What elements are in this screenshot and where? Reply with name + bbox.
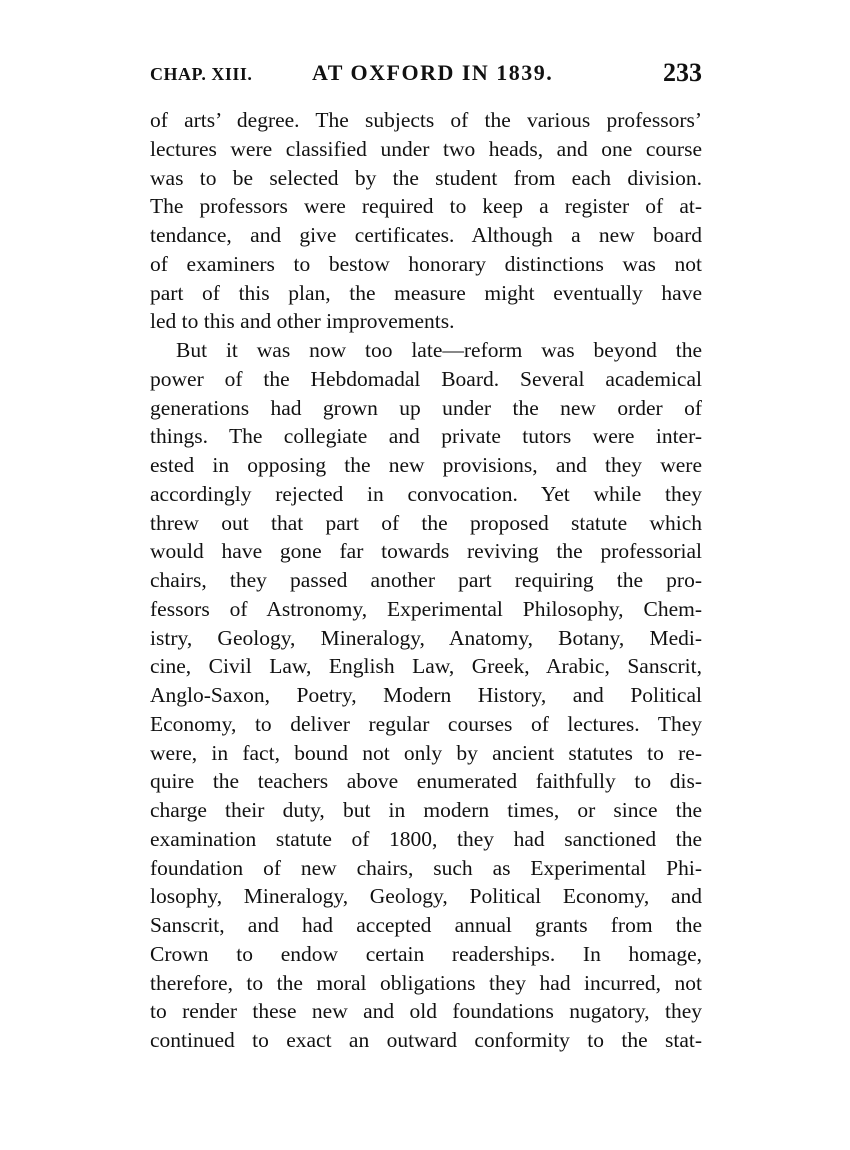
text-line: cine, Civil Law, English Law, Greek, Arabic, Sanscrit, [150, 654, 702, 679]
text-line: accordingly rejected in convocation. Yet while they [150, 481, 702, 506]
text-line: foundation of new chairs, such as Experimental Phi- [150, 855, 702, 880]
text-line: The professors were required to keep a register of at- [150, 194, 702, 219]
running-title: AT OXFORD IN 1839. [312, 60, 554, 85]
body-text [150, 106, 702, 1055]
text-line: fessors of Astronomy, Experimental Philosophy, Chem- [150, 596, 702, 621]
text-line: lectures were classified under two heads, and one course [150, 136, 702, 161]
text-line: was to be selected by the student from each division. [150, 165, 702, 190]
text-line: examination statute of 1800, they had sanctioned the [150, 826, 702, 851]
text-line: would have gone far towards reviving the professorial [150, 539, 702, 564]
text-line: of examiners to bestow honorary distinctions was not [150, 251, 702, 276]
text-line: Sanscrit, and had accepted annual grants from the [150, 913, 702, 937]
running-head [150, 58, 702, 92]
text-line: chairs, they passed another part requiring the pro- [150, 568, 702, 592]
text-line: Anglo-Saxon, Poetry, Modern History, and Political [150, 683, 702, 707]
text-line: continued to exact an outward conformity to the stat- [150, 1028, 702, 1052]
text-line: charge their duty, but in modern times, or since the [150, 798, 702, 822]
text-line: losophy, Mineralogy, Geology, Political Economy, and [150, 884, 702, 909]
text-line: Economy, to deliver regular courses of lectures. They [150, 711, 702, 736]
text-line: ested in opposing the new provisions, and they were [150, 453, 702, 477]
chapter-label: CHAP. XIII. [150, 64, 253, 84]
text-line: Crown to endow certain readerships. In homage, [150, 941, 702, 966]
text-line: power of the Hebdomadal Board. Several academical [150, 366, 702, 391]
text-line: to render these new and old foundations nugatory, they [150, 999, 702, 1024]
text-line: tendance, and give certificates. Although a new board [150, 223, 702, 247]
text-line: istry, Geology, Mineralogy, Anatomy, Botany, Medi- [150, 625, 702, 650]
text-line: were, in fact, bound not only by ancient statutes to re- [150, 740, 702, 765]
text-line: part of this plan, the measure might eventually have [150, 280, 702, 305]
text-line: therefore, to the moral obligations they had incurred, not [150, 970, 702, 995]
page-number: 233 [663, 58, 702, 87]
text-line: of arts’ degree. The subjects of the various professors’ [150, 108, 702, 132]
text-line: generations had grown up under the new order of [150, 395, 702, 420]
text-line: led to this and other improvements. [150, 309, 455, 334]
text-line: threw out that part of the proposed statute which [150, 510, 702, 535]
text-line: quire the teachers above enumerated faithfully to dis- [150, 769, 702, 794]
text-line: But it was now too late—reform was beyond the [176, 338, 702, 362]
text-line: things. The collegiate and private tutors were inter- [150, 424, 702, 449]
